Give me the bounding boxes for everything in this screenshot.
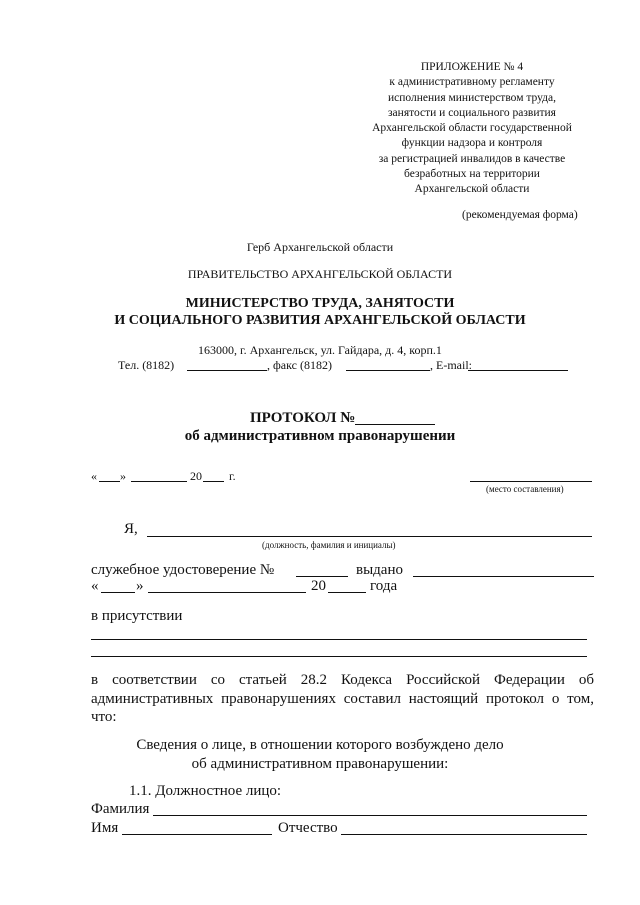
- coat-of-arms-label: Герб Архангельской области: [246, 240, 394, 254]
- cert-year-field[interactable]: [328, 592, 366, 593]
- date-open-quote: «: [91, 469, 97, 483]
- phone-label: Тел. (8182): [118, 358, 175, 372]
- cert-date-open-quote: «: [91, 578, 99, 594]
- form-note: (рекомендуемая форма): [462, 209, 578, 221]
- email-label: , E-mail:: [430, 358, 472, 372]
- fax-label: , факс (8182): [267, 358, 332, 372]
- name-field[interactable]: [122, 834, 272, 835]
- place-caption: (место составления): [486, 484, 564, 494]
- name-label: Имя: [91, 820, 119, 836]
- protocol-subtitle: об административном правонарушении: [184, 428, 456, 444]
- section-heading-line2: об административном правонарушении:: [191, 756, 449, 772]
- surname-label: Фамилия: [91, 801, 150, 817]
- section-heading-line1: Сведения о лице, в отношении которого возбуждено дело: [136, 737, 504, 753]
- cert-date-month-field[interactable]: [148, 592, 306, 593]
- officer-field[interactable]: [147, 536, 592, 537]
- cert-date-close-quote: »: [136, 578, 144, 594]
- presence-field-line2[interactable]: [91, 656, 587, 657]
- surname-field[interactable]: [153, 815, 587, 816]
- appendix-line: занятости и социального развития: [388, 106, 556, 119]
- email-field[interactable]: [468, 370, 568, 371]
- protocol-number-field[interactable]: [355, 424, 435, 425]
- presence-field-line1[interactable]: [91, 639, 587, 640]
- place-field[interactable]: [470, 481, 592, 482]
- ministry-address: 163000, г. Архангельск, ул. Гайдара, д. 4, корп.1: [198, 343, 442, 357]
- appendix-line: ПРИЛОЖЕНИЕ № 4: [420, 61, 524, 73]
- appendix-line: функции надзора и контроля: [401, 137, 543, 150]
- phone-field[interactable]: [187, 370, 267, 371]
- certificate-label: служебное удостоверение №: [91, 562, 275, 578]
- appendix-line: безработных на территории: [404, 168, 540, 181]
- certificate-number-field[interactable]: [296, 576, 348, 577]
- appendix-line: Архангельской области государственной: [372, 122, 572, 135]
- presence-label: в присутствии: [91, 608, 183, 624]
- officer-prefix: Я,: [124, 521, 138, 537]
- date-close-quote: »: [120, 469, 126, 483]
- date-month-field[interactable]: [131, 481, 187, 482]
- patronymic-label: Отчество: [278, 820, 338, 836]
- cert-year-prefix: 20: [311, 578, 326, 594]
- protocol-title: ПРОТОКОЛ №: [250, 410, 356, 426]
- fax-field[interactable]: [346, 370, 430, 371]
- date-year-prefix: 20: [190, 469, 202, 483]
- officer-caption: (должность, фамилия и инициалы): [262, 540, 396, 550]
- ministry-name-line1: МИНИСТЕРСТВО ТРУДА, ЗАНЯТОСТИ: [185, 296, 455, 311]
- appendix-line: исполнения министерством труда,: [388, 91, 556, 104]
- appendix-line: за регистрацией инвалидов в качестве: [378, 152, 566, 165]
- certificate-issuer-field[interactable]: [413, 576, 594, 577]
- ministry-name-line2: И СОЦИАЛЬНОГО РАЗВИТИЯ АРХАНГЕЛЬСКОЙ ОБЛАСТИ: [114, 313, 526, 328]
- date-day-field[interactable]: [99, 481, 120, 482]
- date-year-suffix: г.: [229, 469, 236, 483]
- appendix-block: [352, 60, 592, 198]
- patronymic-field[interactable]: [341, 834, 587, 835]
- cert-year-suffix: года: [370, 578, 398, 594]
- statement-line2: административных правонарушениях составил настоящий протокол о том,: [91, 691, 594, 707]
- government-name: ПРАВИТЕЛЬСТВО АРХАНГЕЛЬСКОЙ ОБЛАСТИ: [187, 267, 453, 281]
- appendix-line: к административному регламенту: [389, 76, 555, 89]
- statement-line3: что:: [91, 709, 117, 725]
- date-year-field[interactable]: [203, 481, 224, 482]
- official-item-label: 1.1. Должностное лицо:: [129, 783, 282, 799]
- appendix-line: Архангельской области: [414, 183, 530, 196]
- cert-date-day-field[interactable]: [101, 592, 135, 593]
- certificate-issued-label: выдано: [356, 562, 403, 578]
- statement-line1: в соответствии со статьей 28.2 Кодекса Российской Федерации об: [91, 672, 594, 688]
